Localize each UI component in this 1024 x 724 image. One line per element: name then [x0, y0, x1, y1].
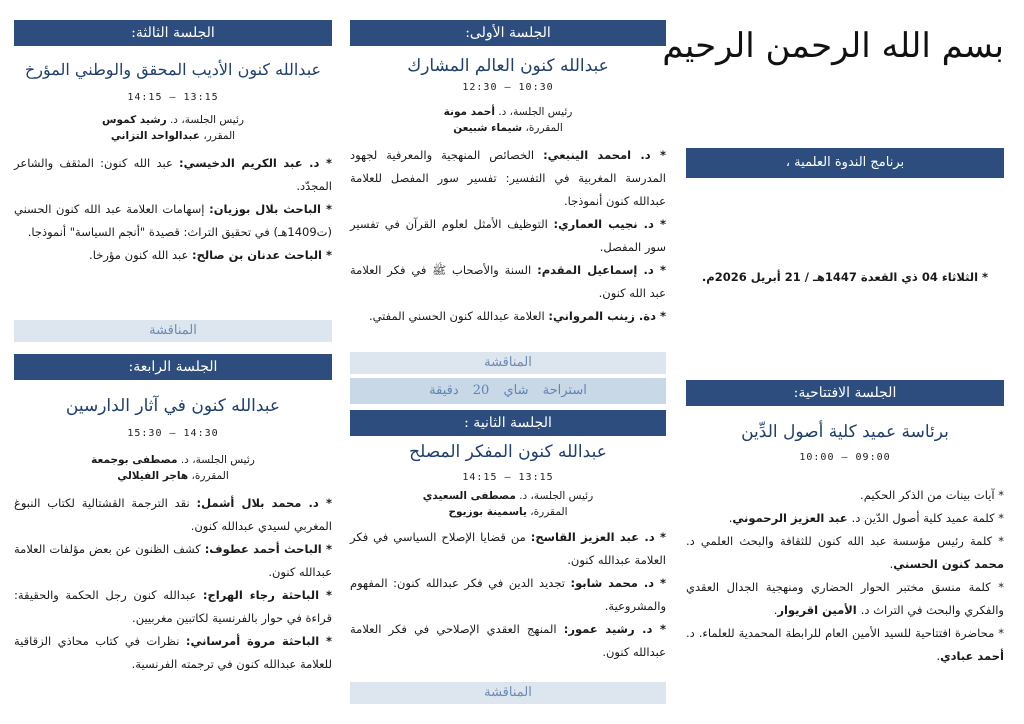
list-item: * د. إسماعيل المقدم: السنة والأصحاب ﷺ في فكر العلامة عبد الله كنون.	[350, 263, 666, 300]
session4-meta	[14, 452, 332, 484]
chair-label: رئيس الجلسة، د.	[169, 114, 244, 126]
list-item: * الباحث عدنان بن صالح: عبد الله كنون مؤرخا.	[89, 248, 332, 262]
opening-session-time: 09:00 – 10:00	[799, 452, 891, 463]
session3-meta	[14, 112, 332, 144]
list-item: * الباحثة رجاء الهراج: عبدالله كنون رجل الحكمة والحقيقة: قراءة في حوار بالفرنسية لكاتبين مغربيين.	[14, 588, 332, 625]
list-item: * محاضرة افتتاحية للسيد الأمين العام للرابطة المحمدية للعلماء. د. أحمد عبادي.	[686, 626, 1004, 663]
rapporteur-label: المقررة،	[191, 470, 229, 482]
session2-title: عبدالله كنون المفكر المصلح	[409, 442, 607, 462]
chair-label: رئيس الجلسة، د.	[519, 490, 594, 502]
opening-session-chair: برئاسة عميد كلية أصول الدِّين	[741, 422, 949, 442]
right-column	[662, 0, 1004, 724]
rapporteur-name: ياسمينة بوزيوح	[448, 506, 527, 518]
session1-discussion: المناقشة	[350, 352, 666, 374]
rapporteur-name: شيماء شبيعن	[453, 122, 523, 134]
chair-label: رئيس الجلسة، د.	[498, 106, 573, 118]
list-item: * د. رشيد عمور: المنهج العقدي الإصلاحي في فكر العلامة عبدالله كنون.	[350, 622, 666, 659]
session1-items	[350, 144, 666, 328]
opening-session-items	[686, 484, 1004, 668]
chair-label: رئيس الجلسة، د.	[180, 454, 255, 466]
session4-header: الجلسة الرابعة:	[14, 354, 332, 380]
session3-discussion: المناقشة	[14, 320, 332, 342]
session4-title: عبدالله كنون في آثار الدارسين	[65, 396, 281, 416]
list-item: * الباحث أحمد عطوف: كشف الظنون عن بعض مؤلفات العلامة عبدالله كنون.	[14, 542, 332, 579]
list-item: * دة. زينب المرواني: العلامة عبدالله كنون الحسني المفتي.	[368, 309, 666, 323]
event-date: * الثلاثاء 04 ذي القعدة 1447هـ / 21 أبريل 2026م.	[701, 270, 989, 284]
session4-items	[14, 492, 332, 676]
list-item: * د. محمد بلال أشمل: نقد الترجمة القشتالية لكتاب النبوغ المغربي لسيدي عبدالله كنون.	[14, 496, 332, 533]
list-item: * الباحثة مروة أمرساني: نظرات في كتاب محاذي الزقاقية للعلامة عبدالله كنون في ترجمته الفرنسية.	[14, 634, 332, 671]
list-item: * د. عبد الكريم الدخيسي: عبد الله كنون: المثقف والشاعر المجدّد.	[14, 156, 332, 193]
rapporteur-label: المقررة،	[525, 122, 563, 134]
rapporteur-name: عبدالواحد التزاني	[110, 130, 200, 142]
session2-time: 13:15 – 14:15	[462, 472, 554, 483]
list-item: * كلمة رئيس مؤسسة عبد الله كنون للثقافة والبحث العلمي د. محمد كنون الحسني.	[686, 534, 1004, 571]
session1-meta	[350, 104, 666, 136]
session2-items	[350, 526, 666, 664]
session4-time: 14:30 – 15:30	[127, 428, 219, 439]
rapporteur-label: المقررة،	[530, 506, 568, 518]
rapporteur-label: المقرر،	[203, 130, 236, 142]
session1-header: الجلسة الأولى:	[350, 20, 666, 46]
session2-discussion: المناقشة	[350, 682, 666, 704]
session2-header: الجلسة الثانية :	[350, 410, 666, 436]
tea-break: استراحة شاي 20 دقيقة	[350, 378, 666, 404]
list-item: * د. نجيب العماري: التوظيف الأمثل لعلوم القرآن في تفسير سور المفصل.	[350, 217, 666, 254]
session1-title: عبدالله كنون العالم المشارك	[407, 56, 609, 76]
middle-column	[350, 0, 666, 724]
chair-name: رشيد كموس	[102, 114, 167, 126]
bismillah-heading: بسم الله الرحمن الرحيم	[662, 26, 1004, 66]
opening-session-header: الجلسة الافتتاحية:	[686, 380, 1004, 406]
chair-name: مصطفى السعيدي	[422, 490, 516, 502]
list-item: * كلمة منسق مختبر الحوار الحضاري ومنهجية الجدال العقدي والفكري والبحث في التراث د. الأمين اقريوار.	[686, 580, 1004, 617]
program-title-banner: برنامج الندوة العلمية ،	[686, 148, 1004, 178]
session3-items	[14, 152, 332, 267]
chair-name: مصطفى بوجمعة	[91, 454, 178, 466]
session1-time: 10:30 – 12:30	[462, 82, 554, 93]
session3-header: الجلسة الثالثة:	[14, 20, 332, 46]
rapporteur-name: هاجر الفيلالي	[117, 470, 189, 482]
list-item: * د. محمد شابو: تجديد الدين في فكر عبدالله كنون: المفهوم والمشروعية.	[350, 576, 666, 613]
chair-name: أحمد مونة	[443, 106, 495, 118]
session2-meta	[350, 488, 666, 520]
left-column	[14, 0, 332, 724]
session3-time: 13:15 – 14:15	[127, 92, 219, 103]
list-item: * كلمة عميد كلية أصول الدّين د. عبد العزيز الرحموني.	[728, 511, 1004, 525]
list-item: * آيات بينات من الذكر الحكيم.	[860, 488, 1004, 502]
list-item: * الباحث بلال بوزيان: إسهامات العلامة عبد الله كنون الحسني (ت1409هـ) في تحقيق التراث: قصيدة "أنجم السياسة" أنموذجا.	[14, 202, 332, 239]
list-item: * د. امحمد الينبعي: الخصائص المنهجية والمعرفية لجهود المدرسة المغربية في التفسير: تفسير سور المفصل للعلامة عبدالله كنون أنموذجا.	[350, 148, 666, 208]
list-item: * د. عبد العزيز القاسح: من قضايا الإصلاح السياسي في فكر العلامة عبدالله كنون.	[350, 530, 666, 567]
session3-title: عبدالله كنون الأديب المحقق والوطني المؤرخ	[24, 60, 322, 79]
